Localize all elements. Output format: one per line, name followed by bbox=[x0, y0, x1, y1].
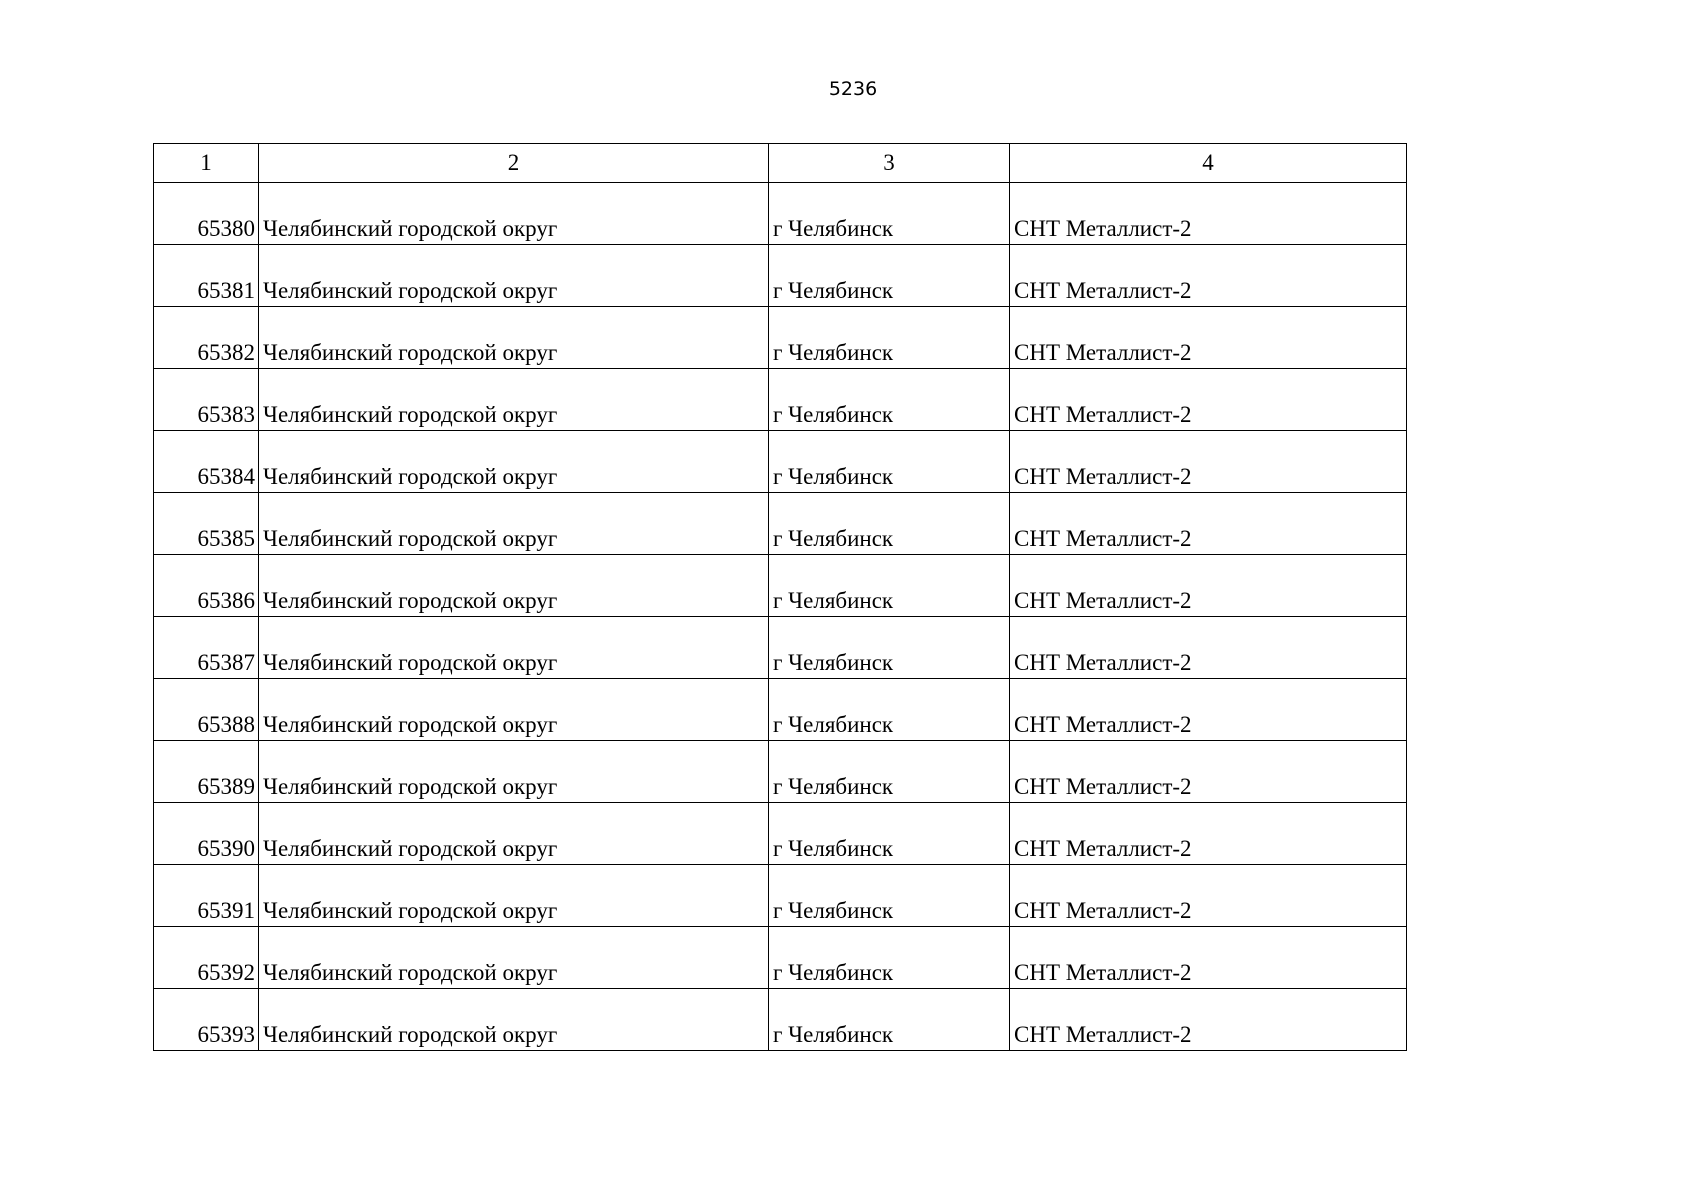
district-cell: Челябинский городской округ bbox=[259, 245, 769, 307]
table-row bbox=[154, 431, 1407, 493]
table-row bbox=[154, 989, 1407, 1051]
city-cell: г Челябинск bbox=[769, 493, 1010, 555]
city-cell: г Челябинск bbox=[769, 679, 1010, 741]
district-cell: Челябинский городской округ bbox=[259, 989, 769, 1051]
row-number-cell: 65393 bbox=[154, 989, 259, 1051]
city-cell: г Челябинск bbox=[769, 927, 1010, 989]
city-cell: г Челябинск bbox=[769, 555, 1010, 617]
table-row bbox=[154, 493, 1407, 555]
district-cell: Челябинский городской округ bbox=[259, 431, 769, 493]
district-cell: Челябинский городской округ bbox=[259, 741, 769, 803]
table-row bbox=[154, 307, 1407, 369]
district-cell: Челябинский городской округ bbox=[259, 679, 769, 741]
object-cell: СНТ Металлист-2 bbox=[1010, 617, 1407, 679]
table-row bbox=[154, 617, 1407, 679]
row-number-cell: 65389 bbox=[154, 741, 259, 803]
city-cell: г Челябинск bbox=[769, 741, 1010, 803]
district-cell: Челябинский городской округ bbox=[259, 555, 769, 617]
column-header-1: 1 bbox=[154, 144, 259, 183]
row-number-cell: 65386 bbox=[154, 555, 259, 617]
object-cell: СНТ Металлист-2 bbox=[1010, 927, 1407, 989]
object-cell: СНТ Металлист-2 bbox=[1010, 865, 1407, 927]
district-cell: Челябинский городской округ bbox=[259, 369, 769, 431]
object-cell: СНТ Металлист-2 bbox=[1010, 741, 1407, 803]
column-header-4: 4 bbox=[1010, 144, 1407, 183]
header-row bbox=[154, 144, 1407, 183]
column-header-2: 2 bbox=[259, 144, 769, 183]
district-cell: Челябинский городской округ bbox=[259, 183, 769, 245]
row-number-cell: 65382 bbox=[154, 307, 259, 369]
row-number-cell: 65392 bbox=[154, 927, 259, 989]
object-cell: СНТ Металлист-2 bbox=[1010, 803, 1407, 865]
table-row bbox=[154, 865, 1407, 927]
table-row bbox=[154, 369, 1407, 431]
district-cell: Челябинский городской округ bbox=[259, 803, 769, 865]
object-cell: СНТ Металлист-2 bbox=[1010, 245, 1407, 307]
district-cell: Челябинский городской округ bbox=[259, 307, 769, 369]
city-cell: г Челябинск bbox=[769, 989, 1010, 1051]
table-row bbox=[154, 927, 1407, 989]
row-number-cell: 65384 bbox=[154, 431, 259, 493]
city-cell: г Челябинск bbox=[769, 617, 1010, 679]
table-row bbox=[154, 555, 1407, 617]
row-number-cell: 65388 bbox=[154, 679, 259, 741]
register-table bbox=[153, 143, 1407, 1051]
district-cell: Челябинский городской округ bbox=[259, 493, 769, 555]
row-number-cell: 65381 bbox=[154, 245, 259, 307]
row-number-cell: 65385 bbox=[154, 493, 259, 555]
city-cell: г Челябинск bbox=[769, 183, 1010, 245]
object-cell: СНТ Металлист-2 bbox=[1010, 183, 1407, 245]
table-row bbox=[154, 741, 1407, 803]
page-number-text: 5236 bbox=[828, 78, 878, 100]
page-number bbox=[0, 78, 1698, 100]
row-number-cell: 65387 bbox=[154, 617, 259, 679]
city-cell: г Челябинск bbox=[769, 369, 1010, 431]
city-cell: г Челябинск bbox=[769, 803, 1010, 865]
object-cell: СНТ Металлист-2 bbox=[1010, 369, 1407, 431]
row-number-cell: 65380 bbox=[154, 183, 259, 245]
table-row bbox=[154, 803, 1407, 865]
object-cell: СНТ Металлист-2 bbox=[1010, 493, 1407, 555]
row-number-cell: 65390 bbox=[154, 803, 259, 865]
object-cell: СНТ Металлист-2 bbox=[1010, 555, 1407, 617]
table-header bbox=[154, 144, 1407, 183]
table-row bbox=[154, 679, 1407, 741]
district-cell: Челябинский городской округ bbox=[259, 617, 769, 679]
row-number-cell: 65383 bbox=[154, 369, 259, 431]
city-cell: г Челябинск bbox=[769, 245, 1010, 307]
table-row bbox=[154, 183, 1407, 245]
column-header-3: 3 bbox=[769, 144, 1010, 183]
city-cell: г Челябинск bbox=[769, 865, 1010, 927]
table-body bbox=[154, 183, 1407, 1051]
table-row bbox=[154, 245, 1407, 307]
object-cell: СНТ Металлист-2 bbox=[1010, 431, 1407, 493]
district-cell: Челябинский городской округ bbox=[259, 865, 769, 927]
row-number-cell: 65391 bbox=[154, 865, 259, 927]
object-cell: СНТ Металлист-2 bbox=[1010, 989, 1407, 1051]
object-cell: СНТ Металлист-2 bbox=[1010, 307, 1407, 369]
city-cell: г Челябинск bbox=[769, 307, 1010, 369]
district-cell: Челябинский городской округ bbox=[259, 927, 769, 989]
object-cell: СНТ Металлист-2 bbox=[1010, 679, 1407, 741]
city-cell: г Челябинск bbox=[769, 431, 1010, 493]
